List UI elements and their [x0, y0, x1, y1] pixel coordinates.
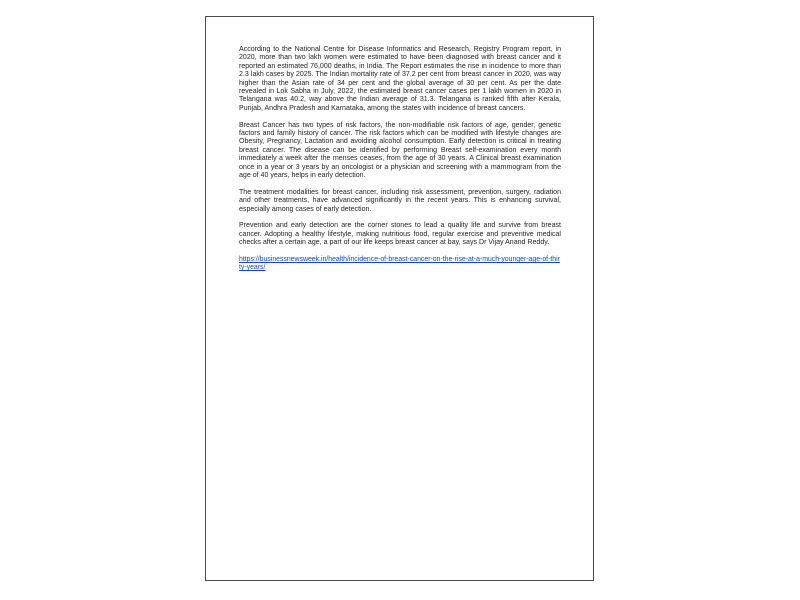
source-link[interactable]: https://businessnewsweek.in/health/incidence-of-breast-cancer-on-the-rise-at-a-much-younger-age-of-thirty-years/: [239, 256, 560, 272]
paragraph-treatment: The treatment modalities for breast cancer, including risk assessment, prevention, surgery, radiation and other treatments, have advanced significantly in the recent years. This is enhancing survival, especially among cases of early detection.: [239, 188, 561, 213]
paragraph-risk-factors: Breast Cancer has two types of risk factors, the non-modifiable risk factors of age, gender, genetic factors and family history of cancer. The risk factors which can be modified with lifestyle changes are Obesity, Pregnancy, Lactation and avoiding alcohol consumption. Early detection is critical in treating breast cancer. The disease can be identified by performing Breast self-examination every month immediately a week after the menses ceases, from the age of 30 years. A Clinical breast examination once in a year or 3 years by an oncologist or a physician and screening with a mammogram from the age of 40 years, helps in early detection.: [239, 121, 561, 180]
document-page: [205, 16, 594, 581]
paragraph-prevention: Prevention and early detection are the corner stones to lead a quality life and survive from breast cancer. Adopting a healthy lifestyle, making nutritious food, regular exercise and preventive medical checks after a certain age, a part of our life keeps breast cancer at bay, says Dr Vijay Anand Reddy.: [239, 222, 561, 247]
paragraph-incidence-statistics: According to the National Centre for Disease Informatics and Research, Registry Program report, in 2020, more than two lakh women were estimated to have been diagnosed with breast cancer and it reported an estimated 76,000 deaths, in India. The Report estimates the rise in incidence to more than 2.3 lakh cases by 2025. The Indian mortality rate of 37.2 per cent from breast cancer in 2020, was way higher than the Asian rate of 34 per cent and the global average of 30 per cent. As per the date revealed in Lok Sabha in July, 2022, the estimated breast cancer cases per 1 lakh women in 2020 in Telangana was 40.2, way above the Indian average of 31.3. Telangana is ranked fifth after Kerala, Punjab, Andhra Pradesh and Karnataka, among the states with incidence of breast cancers.: [239, 46, 561, 112]
document-body: [239, 46, 561, 273]
